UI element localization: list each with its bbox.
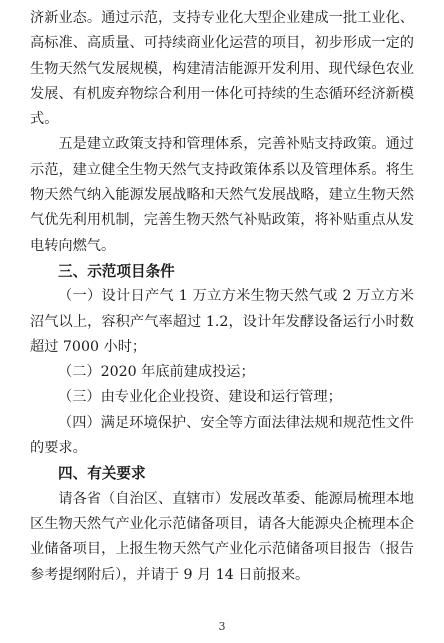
paragraph-requirements: 请各省（自治区、直辖市）发展改革委、能源局梳理本地区生物天然气产业化示范储备项目，请各大能源央企梳理本企业储备项目，上报生物天然气产业化示范储备项目报告（报告参考提纲附后），并请于 9 月 14 日前报来。 [30, 490, 414, 583]
condition-item-3 [30, 385, 414, 410]
section-heading-requirements: 四、有关要求 [58, 465, 146, 483]
page-number: 3 [218, 620, 226, 633]
condition-item-1 [30, 284, 414, 360]
paragraph-continuation: 济新业态。通过示范，支持专业化大型企业建成一批工业化、高标准、高质量、可持续商业化运营的项目，初步形成一定的生物天然气发展规模，构建清洁能源开发利用、现代绿色农业发展、有机废弃物综合利用一体化可持续的生态循环经济新模式。 [30, 10, 414, 128]
condition-item-4-text: （四）满足环境保护、安全等方面法律法规和规范性文件的要求。 [30, 414, 414, 457]
paragraph-policy-support: 五是建立政策支持和管理体系，完善补贴支持政策。通过示范，建立健全生物天然气支持政策体系以及管理体系。将生物天然气纳入能源发展战略和天然气发展战略，建立生物天然气优先利用机制，完善生物天然气补贴政策，将补贴重点从发电转向燃气。 [30, 136, 414, 254]
section-heading-project-conditions: 三、示范项目条件 [58, 262, 175, 280]
condition-item-3-text: （三）由专业化企业投资、建设和运行管理； [58, 389, 342, 406]
condition-item-2 [30, 360, 414, 385]
condition-item-2-text: （二）2020 年底前建成投运； [58, 364, 255, 381]
condition-item-4 [30, 411, 414, 462]
condition-item-1-text: （一）设计日产气 1 万立方米生物天然气或 2 万立方米沼气以上，容积产气率超过 1.2，设计年发酵设备运行小时数超过 7000 小时； [30, 288, 414, 355]
